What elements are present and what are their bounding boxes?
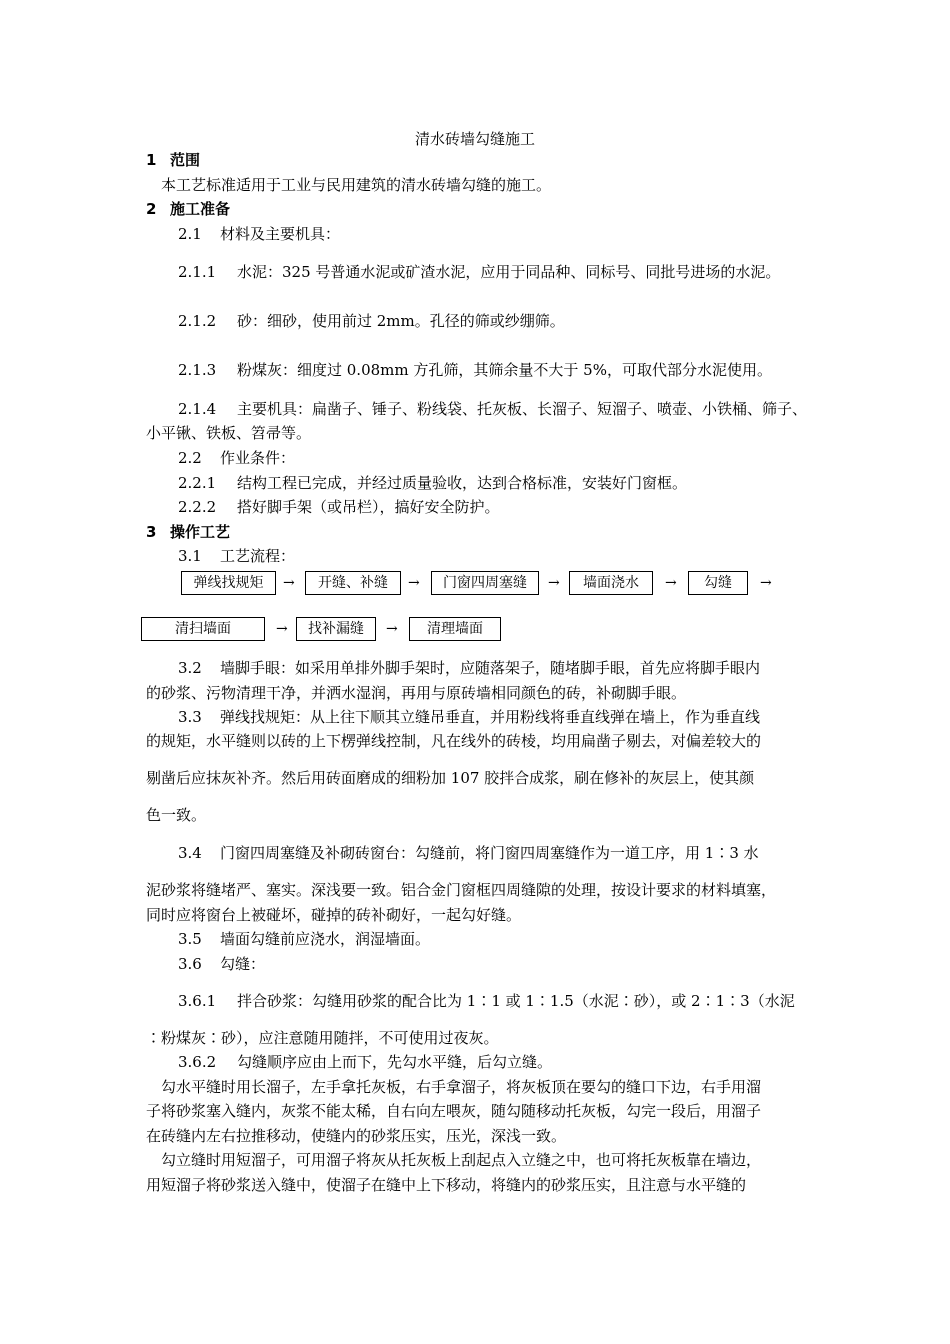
clause-2-1-1-text: 水泥：325 号普通水泥或矿渣水泥，应用于同品种、同标号、同批号进场的水泥。 [237,263,781,281]
clause-3-4-text: 门窗四周塞缝及补砌砖窗台：勾缝前，将门窗四周塞缝作为一道工序，用 1∶3 水 [220,844,759,862]
clause-3-2-text-cont: 的砂浆、污物清理干净，并洒水湿润，再用与原砖墙相同颜色的砖，补砌脚手眼。 [146,684,687,702]
paragraph-horizontal-joint-1: 勾水平缝时用长溜子，左手拿托灰板，右手拿溜子，将灰板顶在要勾的缝口下边，右手用溜 [161,1078,762,1096]
clause-3-2-text: 墙脚手眼：如采用单排外脚手架时，应随落架子，随堵脚手眼，首先应将脚手眼内 [220,659,761,677]
flow-arrow-6: → [276,621,288,637]
clause-3-6-2-number: 3.6.2 [178,1053,217,1071]
flow-arrow-7: → [386,621,398,637]
clause-2-1-3-text: 粉煤灰：细度过 0.08mm 方孔筛，其筛余量不大于 5%，可取代部分水泥使用。 [237,361,772,379]
flow-step-6: 清扫墙面 [141,617,265,641]
paragraph-vertical-joint-1: 勾立缝时用短溜子，可用溜子将灰从托灰板上刮起点入立缝之中，也可将托灰板靠在墙边， [161,1151,762,1169]
clause-3-2-number: 3.2 [178,659,202,677]
clause-3-4-number: 3.4 [178,844,202,862]
flow-arrow-4: → [665,575,677,591]
clause-3-6-1-text-cont: ∶粉煤灰∶砂），应注意随用随拌，不可使用过夜灰。 [146,1029,499,1047]
paragraph-horizontal-joint-2: 子将砂浆塞入缝内，灰浆不能太稀，自右向左喂灰，随勾随移动托灰板，勾完一段后，用溜子 [146,1102,762,1120]
clause-2-1-2-text: 砂：细砂，使用前过 2mm。孔径的筛或纱绷筛。 [237,312,565,330]
clause-3-4-text-cont-1: 泥砂浆将缝堵严、塞实。深浅要一致。铝合金门窗框四周缝隙的处理，按设计要求的材料填塞， [146,881,777,899]
flow-arrow-2: → [408,575,420,591]
page-title: 清水砖墙勾缝施工 [414,130,535,148]
clause-3-6-2-text: 勾缝顺序应由上而下，先勾水平缝，后勾立缝。 [237,1053,553,1071]
clause-2-1-1-number: 2.1.1 [178,263,217,281]
clause-2-1-4-text-cont: 小平锹、铁板、笤帚等。 [146,424,312,442]
clause-2-1-4-text: 主要机具：扁凿子、锤子、粉线袋、托灰板、长溜子、短溜子、喷壶、小铁桶、筛子、 [237,400,808,418]
paragraph-horizontal-joint-3: 在砖缝内左右拉推移动，使缝内的砂浆压实，压光，深浅一致。 [146,1127,567,1145]
section-1-text: 本工艺标准适用于工业与民用建筑的清水砖墙勾缝的施工。 [161,176,552,194]
clause-3-1-number: 3.1 [178,547,202,565]
section-3-number: 3 [146,523,157,541]
clause-2-2-2-text: 搭好脚手架（或吊栏），搞好安全防护。 [237,498,500,516]
section-1-heading: 范围 [170,151,201,169]
clause-3-5-number: 3.5 [178,930,202,948]
flow-step-4: 墙面浇水 [569,571,653,595]
clause-3-6-1-number: 3.6.1 [178,992,217,1010]
flow-arrow-3: → [548,575,560,591]
clause-3-6-title: 勾缝： [220,955,266,973]
clause-2-1-title: 材料及主要机具： [220,225,341,243]
clause-2-2-2-number: 2.2.2 [178,498,217,516]
clause-3-6-1-text: 拌合砂浆：勾缝用砂浆的配合比为 1∶1 或 1∶1.5（水泥∶砂），或 2∶1∶3（水泥 [237,992,795,1010]
clause-2-1-3-number: 2.1.3 [178,361,217,379]
clause-3-1-title: 工艺流程： [220,547,296,565]
section-2-heading: 施工准备 [170,200,231,218]
clause-3-3-text: 弹线找规矩：从上往下顺其立缝吊垂直，并用粉线将垂直线弹在墙上，作为垂直线 [220,708,761,726]
clause-3-4-text-cont-2: 同时应将窗台上被碰坏，碰掉的砖补砌好，一起勾好缝。 [146,906,522,924]
flow-arrow-5: → [760,575,772,591]
flow-step-3: 门窗四周塞缝 [431,571,539,595]
flow-step-7: 找补漏缝 [296,617,376,641]
flow-step-8: 清理墙面 [409,617,501,641]
section-3-heading: 操作工艺 [170,523,231,541]
clause-3-3-text-cont-3: 色一致。 [146,806,207,824]
clause-3-3-text-cont-1: 的规矩，水平缝则以砖的上下楞弹线控制，凡在线外的砖棱，均用扁凿子剔去，对偏差较大的 [146,732,762,750]
clause-2-1-4-number: 2.1.4 [178,400,217,418]
clause-2-1-2-number: 2.1.2 [178,312,217,330]
clause-2-2-1-number: 2.2.1 [178,474,217,492]
paragraph-vertical-joint-2: 用短溜子将砂浆送入缝中，使溜子在缝中上下移动，将缝内的砂浆压实，且注意与水平缝的 [146,1176,747,1194]
clause-2-2-1-text: 结构工程已完成，并经过质量验收，达到合格标准，安装好门窗框。 [237,474,688,492]
clause-3-3-text-cont-2: 剔凿后应抹灰补齐。然后用砖面磨成的细粉加 107 胶拌合成浆，刷在修补的灰层上，使其颜 [146,769,755,787]
clause-3-5-text: 墙面勾缝前应浇水，润湿墙面。 [220,930,431,948]
clause-3-6-number: 3.6 [178,955,202,973]
clause-3-3-number: 3.3 [178,708,202,726]
section-1-number: 1 [146,151,157,169]
section-2-number: 2 [146,200,157,218]
flow-step-1: 弹线找规矩 [181,571,276,595]
flow-arrow-1: → [283,575,295,591]
clause-2-2-title: 作业条件： [220,449,296,467]
flow-step-2: 开缝、补缝 [305,571,401,595]
clause-2-2-number: 2.2 [178,449,202,467]
flow-step-5: 勾缝 [688,571,748,595]
clause-2-1-number: 2.1 [178,225,202,243]
